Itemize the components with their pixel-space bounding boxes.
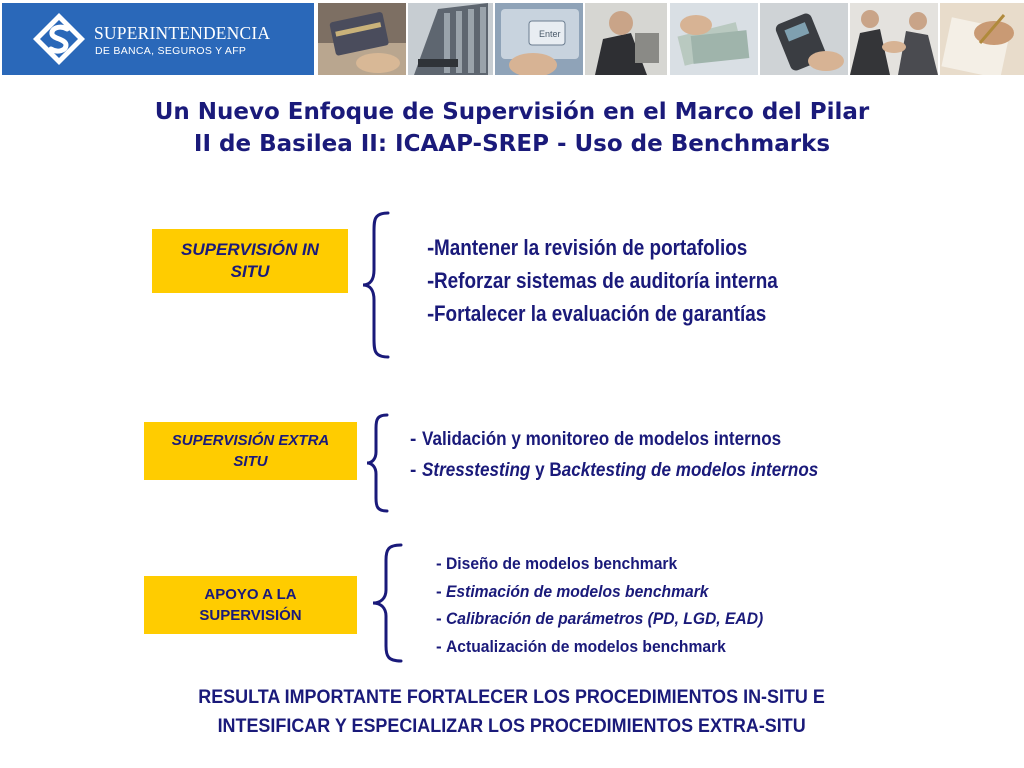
photo-building (408, 3, 493, 75)
list-item: - Diseño de modelos benchmark (436, 554, 678, 573)
list-item: - Estimación de modelos benchmark (436, 581, 709, 601)
photo-businessman (585, 3, 667, 75)
logo-title: SUPERINTENDENCIA (94, 23, 271, 43)
label-supervision-in-situ (152, 229, 348, 293)
logo[interactable] (2, 3, 314, 75)
extra-situ-list (410, 424, 862, 486)
list-item: - Validación y monitoreo de modelos internos (410, 429, 781, 450)
list-item: -Reforzar sistemas de auditoría interna (427, 268, 779, 293)
photo-money (670, 3, 758, 75)
list-item: -Fortalecer la evaluación de garantías (427, 301, 767, 326)
left-brace-icon (360, 210, 394, 360)
slide-title (40, 96, 984, 160)
label-line: SUPERVISIÓN (199, 607, 302, 624)
sbs-diamond-logo-icon (32, 12, 86, 66)
conclusion-line-2: INTESIFICAR Y ESPECIALIZAR LOS PROCEDIMIENTOS EXTRA-SITU (217, 715, 807, 737)
header-banner (0, 0, 1024, 78)
label-line: SITU (230, 262, 270, 281)
in-situ-list (427, 231, 834, 330)
apoyo-list (436, 550, 791, 660)
photo-card-terminal (760, 3, 848, 75)
photo-handshake (850, 3, 938, 75)
conclusion-line-1: RESULTA IMPORTANTE FORTALECER LOS PROCEDIMIENTOS IN-SITU E (198, 686, 826, 708)
logo-subtitle: DE BANCA, SEGUROS Y AFP (95, 45, 247, 57)
list-item: - Stresstesting y Backtesting de modelos internos (410, 460, 818, 481)
svg-text:Enter: Enter (539, 29, 561, 39)
list-item: -Mantener la revisión de portafolios (427, 235, 748, 260)
left-brace-icon (370, 542, 406, 664)
label-supervision-extra-situ (144, 422, 357, 480)
title-line-1: Un Nuevo Enfoque de Supervisión en el Marco del Pilar (154, 99, 870, 125)
list-item: - Calibración de parámetros (PD, LGD, EAD) (436, 609, 764, 628)
left-brace-icon (364, 412, 392, 514)
conclusion-text (60, 683, 964, 741)
photo-signing (940, 3, 1024, 75)
label-line: SUPERVISIÓN IN (181, 240, 319, 259)
list-item: - Actualización de modelos benchmark (436, 636, 727, 656)
label-line: APOYO A LA (204, 586, 297, 603)
label-apoyo-supervision (144, 576, 357, 634)
label-line: SITU (233, 453, 268, 470)
photo-credit-card (318, 3, 406, 75)
title-line-2: II de Basilea II: ICAAP-SREP - Uso de Benchmarks (193, 131, 831, 157)
photo-keyboard (495, 3, 583, 75)
label-line: SUPERVISIÓN EXTRA (171, 432, 330, 449)
